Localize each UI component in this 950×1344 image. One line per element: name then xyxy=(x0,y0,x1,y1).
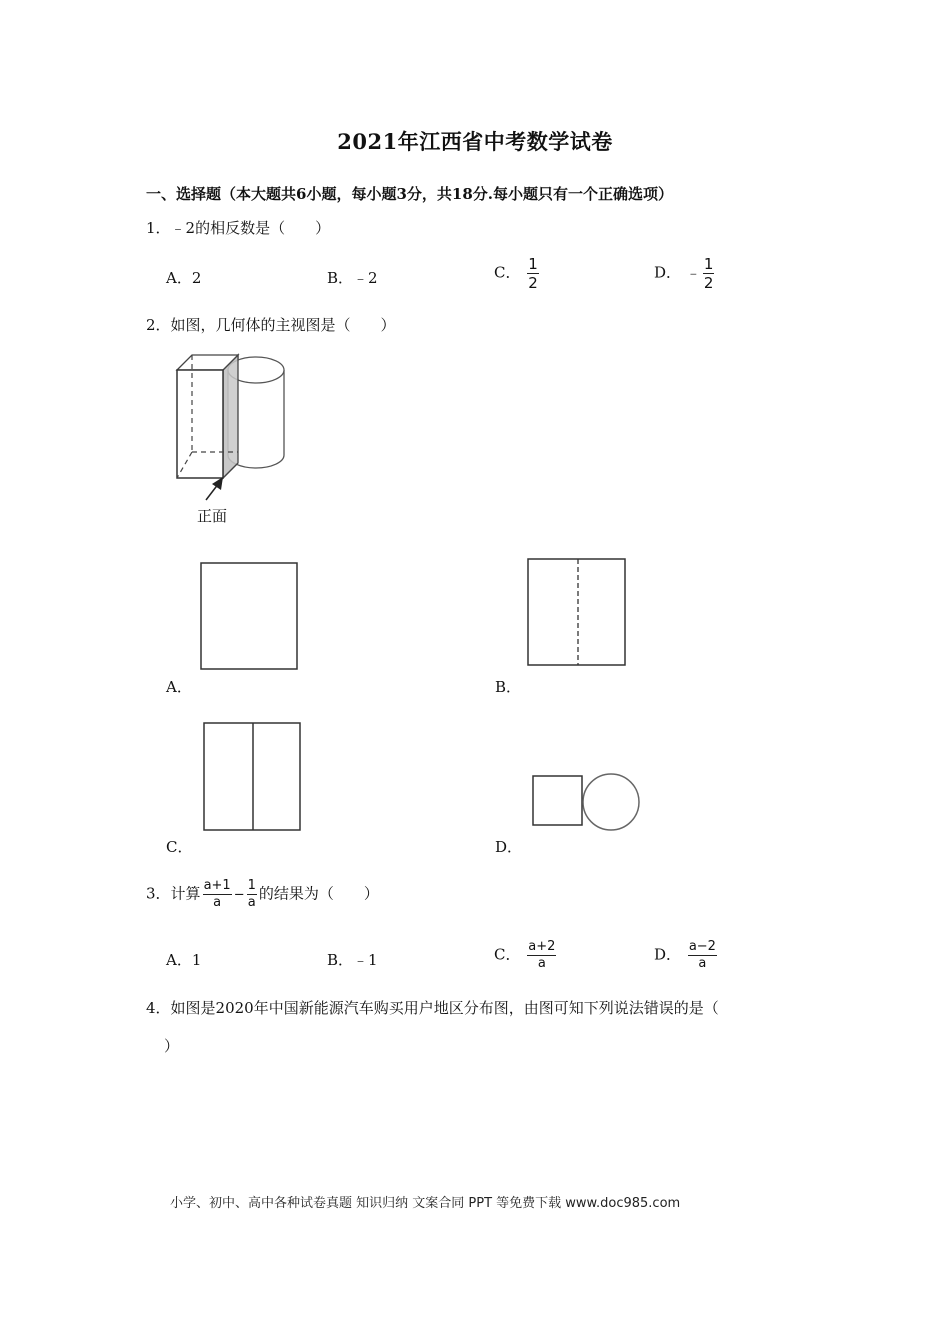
q3-option-a xyxy=(166,949,201,970)
denominator: a xyxy=(537,956,546,971)
numerator: a+1 xyxy=(203,878,231,893)
option-label: A． xyxy=(166,269,192,287)
option-a-square xyxy=(201,563,297,669)
option-d-circle xyxy=(583,774,639,830)
question-3 xyxy=(146,879,379,910)
question-4-continued: ） xyxy=(164,1037,180,1055)
option-value: ﹣2 xyxy=(353,269,378,287)
question-stem: 如图，几何体的主视图是（ ） xyxy=(170,316,396,334)
q3-option-d xyxy=(654,940,719,971)
q2-option-d-label: D． xyxy=(495,838,523,856)
option-value: ﹣1 xyxy=(353,951,378,969)
denominator: 2 xyxy=(528,274,538,292)
figure-caption: 正面 xyxy=(197,507,228,525)
denominator: 2 xyxy=(703,274,714,292)
question-4 xyxy=(146,997,719,1018)
question-number: 3． xyxy=(146,884,171,903)
numerator: 1 xyxy=(247,878,256,893)
question-number: 4． xyxy=(146,999,171,1017)
option-label: C． xyxy=(494,263,521,282)
section-heading: 一、选择题（本大题共6小题，每小题3分，共18分.每小题只有一个正确选项） xyxy=(146,185,673,203)
q2-option-c-label: C． xyxy=(166,838,193,856)
numerator: 1 xyxy=(703,255,714,273)
numerator: a−2 xyxy=(688,939,716,954)
q3-option-b xyxy=(327,949,378,970)
numerator: 1 xyxy=(528,255,538,273)
footer-text: 小学、初中、高中各种试卷真题 知识归纳 文案合同 PPT 等免费下载 www.doc985.com xyxy=(170,1196,681,1211)
q2-option-a-label: A． xyxy=(166,678,192,696)
numerator: a+2 xyxy=(528,939,556,954)
q3-option-c xyxy=(494,940,558,971)
option-d-square xyxy=(533,776,582,825)
option-label: B． xyxy=(327,269,354,287)
option-label: A． xyxy=(166,951,192,969)
fraction xyxy=(527,940,556,971)
denominator: a xyxy=(213,895,222,910)
sign: ﹣ xyxy=(685,263,701,282)
fraction xyxy=(688,940,717,971)
denominator: a xyxy=(247,895,256,910)
q2-option-b-label: B． xyxy=(495,678,522,696)
option-value: 2 xyxy=(191,269,202,287)
fraction-2 xyxy=(247,879,257,910)
option-label: D． xyxy=(654,263,682,282)
stem-suffix: 的结果为（ ） xyxy=(258,884,379,903)
stem-prefix: 计算 xyxy=(170,884,201,903)
option-b-rect xyxy=(528,559,625,665)
option-label: B． xyxy=(327,951,354,969)
question-number: 1． xyxy=(146,219,171,237)
option-c-rect xyxy=(204,723,300,830)
question-number: 2． xyxy=(146,316,171,334)
denominator: a xyxy=(698,956,707,971)
option-label: C． xyxy=(494,945,521,964)
question-stem: ﹣2的相反数是（ ） xyxy=(170,219,331,237)
option-label: D． xyxy=(654,945,682,964)
page-title: 2021年江西省中考数学试卷 xyxy=(337,129,613,154)
operator: − xyxy=(233,887,245,903)
question-stem: 如图是2020年中国新能源汽车购买用户地区分布图，由图可知下列说法错误的是（ xyxy=(170,999,719,1017)
fraction-1 xyxy=(203,879,232,910)
option-value: 1 xyxy=(191,951,202,969)
